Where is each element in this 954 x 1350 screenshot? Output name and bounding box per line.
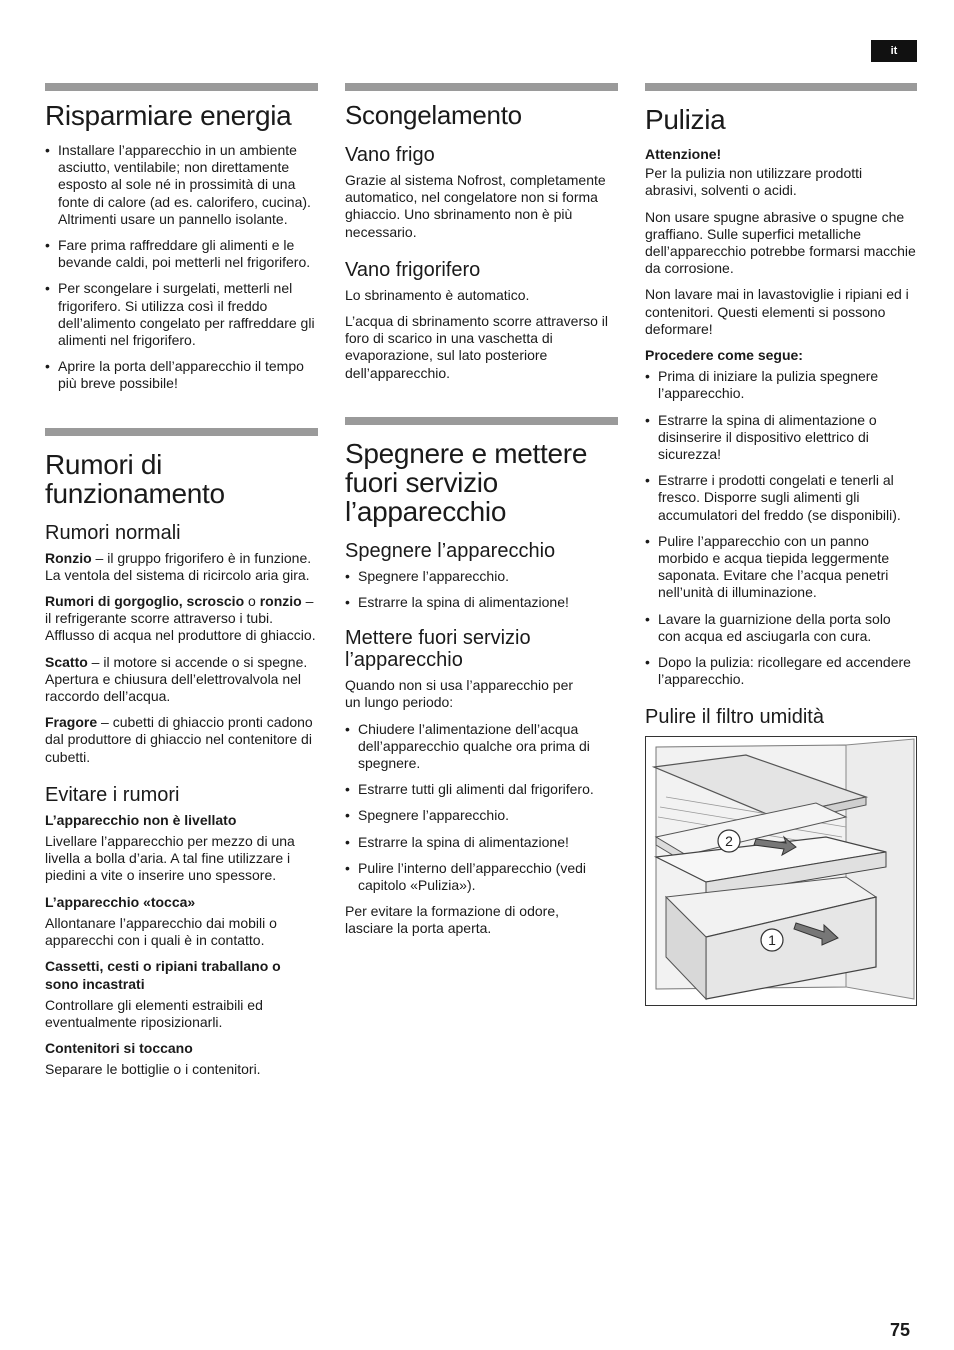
filter-illustration bbox=[645, 736, 917, 1006]
text-or: o bbox=[244, 593, 260, 610]
text-fuori-intro: Quando non si usa l’apparecchio per un lungo periodo: bbox=[345, 677, 574, 711]
page-number: 75 bbox=[889, 1320, 910, 1340]
list-item: • Spegnere l’apparecchio. bbox=[345, 568, 618, 585]
subheading-filtro-umidita: Pulire il filtro umidità bbox=[645, 706, 824, 729]
subheading-vano-frigo: Vano frigo bbox=[345, 144, 435, 166]
text-gorgoglio: – il refrigerante scorre attraverso i tubi. Afflusso di acqua nel produttore di ghiaccio. bbox=[45, 593, 316, 644]
paragraph-scatto bbox=[45, 654, 318, 706]
list-item: • Dopo la pulizia: ricollegare ed accendere l’apparecchio. bbox=[645, 654, 917, 688]
text-tocca: Allontanare l’apparecchio dai mobili o apparecchi con i quali è in contatto. bbox=[45, 914, 277, 949]
list-item: • Estrarre tutti gli alimenti dal frigorifero. bbox=[345, 781, 618, 798]
text-ronzio: – il gruppo frigorifero è in funzione. La ventola del sistema di ricircolo aria gira. bbox=[45, 549, 312, 583]
paragraph-gorgoglio bbox=[45, 593, 318, 645]
list-item: • Aprire la porta dell’apparecchio il tempo più breve possibile! bbox=[45, 358, 318, 392]
list-item: • Pulire l’apparecchio con un panno morbido e acqua tiepida leggermente saponata. Evitare che l’acqua penetri nell’unità di illuminazione. bbox=[645, 533, 917, 602]
text-cassetti: Controllare gli elementi estraibili ed eventualmente riposizionarli. bbox=[45, 996, 263, 1030]
section-rule bbox=[45, 83, 318, 91]
term-gorgoglio: Rumori di gorgoglio, scroscio bbox=[45, 593, 245, 610]
list-item: • Chiudere l’alimentazione dell’acqua dell’apparecchio qualche ora prima di spegnere. bbox=[345, 721, 618, 773]
list-item: • Estrarre la spina di alimentazione! bbox=[345, 594, 618, 611]
language-badge: it bbox=[871, 40, 917, 62]
label-cassetti: Cassetti, cesti o ripiani traballano o sono incastrati bbox=[45, 958, 281, 992]
heading-pulizia: Pulizia bbox=[645, 104, 726, 135]
text-fuori-outro: Per evitare la formazione di odore, lasciare la porta aperta. bbox=[345, 903, 559, 937]
section-rule bbox=[345, 417, 618, 425]
column-right bbox=[645, 83, 917, 1006]
list-item: • Estrarre i prodotti congelati e tenerli al fresco. Disporre sugli alimenti gli accumulatori del freddo (se disponibili). bbox=[645, 472, 917, 524]
section-rule bbox=[645, 83, 917, 91]
text-acqua-sbrinamento: L’acqua di sbrinamento scorre attraverso il foro di scarico in una vaschetta di evaporazione, sul lato posteriore dell’apparecchio. bbox=[345, 313, 609, 381]
spegnere-list bbox=[345, 568, 618, 611]
fuori-servizio-list bbox=[345, 721, 618, 895]
subheading-fuori-servizio: Mettere fuori servizio l’apparecchio bbox=[345, 627, 531, 672]
list-item: • Fare prima raffreddare gli alimenti e le bevande caldi, poi metterli nel frigorifero. bbox=[45, 237, 318, 271]
list-item: • Prima di iniziare la pulizia spegnere l’apparecchio. bbox=[645, 368, 917, 402]
column-middle bbox=[345, 83, 618, 947]
term-scatto: Scatto bbox=[45, 653, 88, 670]
term-fragore: Fragore bbox=[45, 714, 98, 731]
list-item: • Per scongelare i surgelati, metterli nel frigorifero. Si utilizza così il freddo dell’alimento congelato per raffreddare gli alimenti nel frigorifero. bbox=[45, 280, 318, 349]
label-tocca: L’apparecchio «tocca» bbox=[45, 893, 196, 910]
subheading-vano-frigorifero: Vano frigorifero bbox=[345, 258, 481, 281]
subheading-spegnere-apparecchio: Spegnere l’apparecchio bbox=[345, 539, 556, 562]
section-rule bbox=[45, 428, 318, 436]
list-item: • Estrarre la spina di alimentazione! bbox=[345, 834, 618, 851]
section-rule bbox=[345, 83, 618, 91]
text-sbrinamento-auto: Lo sbrinamento è automatico. bbox=[345, 286, 530, 303]
label-procedere: Procedere come segue: bbox=[645, 347, 803, 364]
list-item: • Pulire l’interno dell’apparecchio (vedi capitolo «Pulizia»). bbox=[345, 860, 618, 894]
label-attenzione: Attenzione! bbox=[645, 146, 722, 162]
heading-spegnere: Spegnere e mettere fuori servizio l’apparecchio bbox=[345, 437, 588, 527]
pulizia-steps-list bbox=[645, 368, 917, 688]
paragraph-ronzio bbox=[45, 550, 318, 584]
term-ronzio-2: ronzio bbox=[259, 593, 302, 610]
text-lavastoviglie: Non lavare mai in lavastoviglie i ripiani ed i contenitori. Questi elementi si possono deformare! bbox=[645, 286, 909, 337]
list-item: • Installare l’apparecchio in un ambiente asciutto, ventilabile; non direttamente esposto al sole né in prossimità di una fonte di calore (ad es. calorifero, cucina). Altrimenti usare un pannello isolante. bbox=[45, 142, 318, 228]
column-left bbox=[45, 83, 318, 1088]
text-spugne: Non usare spugne abrasive o spugne che graffiano. Sulle superfici metalliche dell’apparecchio potrebbe formarsi macchie da corrosione. bbox=[645, 208, 916, 277]
text-attenzione: Per la pulizia non utilizzare prodotti abrasivi, solventi o acidi. bbox=[645, 165, 863, 199]
text-livellato: Livellare l’apparecchio per mezzo di una livella a bolla d’aria. A tal fine utilizzare i piedini a vite o inserire uno spessore. bbox=[45, 833, 295, 884]
energy-tips-list bbox=[45, 142, 318, 393]
text-scatto: – il motore si accende o si spegne. Apertura e chiusura dell’elettrovalvola nel raccordo dell’acqua. bbox=[45, 653, 308, 705]
drawer-illustration bbox=[646, 737, 916, 1005]
list-item: • Lavare la guarnizione della porta solo con acqua ed asciugarla con cura. bbox=[645, 611, 917, 645]
subheading-rumori-normali: Rumori normali bbox=[45, 521, 181, 544]
paragraph-fragore bbox=[45, 714, 318, 766]
callout-2-label: 2 bbox=[725, 833, 733, 850]
text-contenitori: Separare le bottiglie o i contenitori. bbox=[45, 1061, 261, 1078]
term-ronzio: Ronzio bbox=[45, 549, 92, 566]
callout-1-label: 1 bbox=[768, 932, 776, 949]
list-item: • Estrarre la spina di alimentazione o disinserire il dispositivo elettrico di sicurezza! bbox=[645, 412, 917, 464]
heading-scongelamento: Scongelamento bbox=[345, 100, 522, 130]
list-item: • Spegnere l’apparecchio. bbox=[345, 807, 618, 824]
text-vano-frigo: Grazie al sistema Nofrost, completamente automatico, nel congelatore non si forma ghiaccio. Uno sbrinamento non è più necessario. bbox=[345, 172, 606, 240]
heading-rumori-funzionamento: Rumori di funzionamento bbox=[45, 448, 225, 509]
label-contenitori: Contenitori si toccano bbox=[45, 1040, 193, 1057]
subheading-evitare-rumori: Evitare i rumori bbox=[45, 783, 180, 806]
heading-risparmiare-energia: Risparmiare energia bbox=[45, 100, 292, 131]
label-livellato: L’apparecchio non è livellato bbox=[45, 811, 237, 828]
text-fragore: – cubetti di ghiaccio pronti cadono dal produttore di ghiaccio nel contenitore di cubetti. bbox=[45, 714, 313, 765]
